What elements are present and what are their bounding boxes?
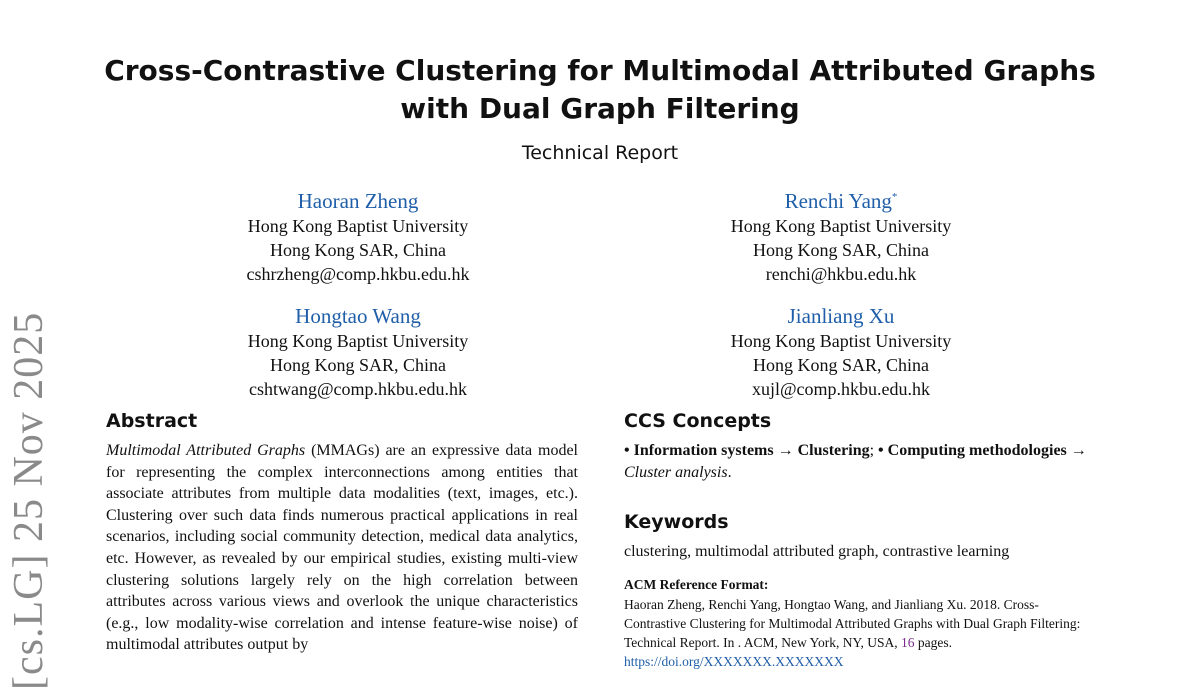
author-name[interactable]: Renchi Yang* <box>784 189 898 213</box>
author-name[interactable]: Haoran Zheng <box>297 189 419 213</box>
arxiv-side-stamp: [cs.LG] 25 Nov 2025 <box>6 311 52 690</box>
author-block-3 <box>188 299 528 401</box>
author-name[interactable]: Hongtao Wang <box>295 304 421 328</box>
author-email: cshtwang@comp.hkbu.edu.hk <box>248 379 468 399</box>
author-email: cshrzheng@comp.hkbu.edu.hk <box>246 264 470 284</box>
author-location: Hong Kong SAR, China <box>269 355 446 375</box>
paper-title <box>0 52 1200 128</box>
ccs-concepts: • Information systems → Clustering; • Computing methodologies → Cluster analysis. <box>624 442 1087 481</box>
author-name[interactable]: Jianliang Xu <box>787 304 895 328</box>
author-affiliation: Hong Kong Baptist University <box>730 331 952 351</box>
author-email: renchi@hkbu.edu.hk <box>765 264 917 284</box>
paper-title-line2: with Dual Graph Filtering <box>400 92 800 125</box>
abstract-text: Multimodal Attributed Graphs (MMAGs) are an expressive data model for representing the complex interconnections among entities that associate attributes from multiple data modalities (text, images, etc.). Clustering over such data finds numerous practical applications in real scenarios, including social community detection, medical data analytics, etc. However, as revealed by our empirical studies, existing multi-view clustering solutions largely rely on the high correlation between attributes across various views and overlook the unique characteristics (e.g., low modality-wise correlation and intense feature-wise noise) of multimodal attributes output by <box>106 442 579 654</box>
author-block-4 <box>671 299 1011 401</box>
left-column <box>106 410 578 656</box>
paper-subtitle: Technical Report <box>521 142 679 164</box>
author-affiliation: Hong Kong Baptist University <box>247 331 469 351</box>
author-location: Hong Kong SAR, China <box>752 240 929 260</box>
author-location: Hong Kong SAR, China <box>752 355 929 375</box>
acm-ref-text: Haoran Zheng, Renchi Yang, Hongtao Wang, and Jianliang Xu. 2018. Cross-Contrastive Clustering for Multimodal Attributed Graphs with Dual Graph Filtering: Technical Report. In . ACM, New York, NY, USA, 16 pages. https://doi.org/XXXXXXX.XXXXXXX <box>624 596 1081 669</box>
right-column <box>624 410 1098 671</box>
author-affiliation: Hong Kong Baptist University <box>247 216 469 236</box>
acm-ref-heading: ACM Reference Format: <box>624 576 769 592</box>
ccs-heading: CCS Concepts <box>624 410 772 432</box>
keywords-heading: Keywords <box>624 511 729 534</box>
doi-link[interactable]: https://doi.org/XXXXXXX.XXXXXXX <box>624 653 844 669</box>
author-location: Hong Kong SAR, China <box>269 240 446 260</box>
author-block-2 <box>671 184 1011 286</box>
abstract-heading: Abstract <box>106 410 198 432</box>
keywords-text: clustering, multimodal attributed graph, contrastive learning <box>624 543 1010 561</box>
paper-title-line1: Cross-Contrastive Clustering for Multimodal Attributed Graphs <box>104 54 1096 87</box>
author-block-1 <box>188 184 528 286</box>
pages-link[interactable]: 16 <box>901 634 915 650</box>
author-affiliation: Hong Kong Baptist University <box>730 216 952 236</box>
author-email: xujl@comp.hkbu.edu.hk <box>751 379 931 399</box>
